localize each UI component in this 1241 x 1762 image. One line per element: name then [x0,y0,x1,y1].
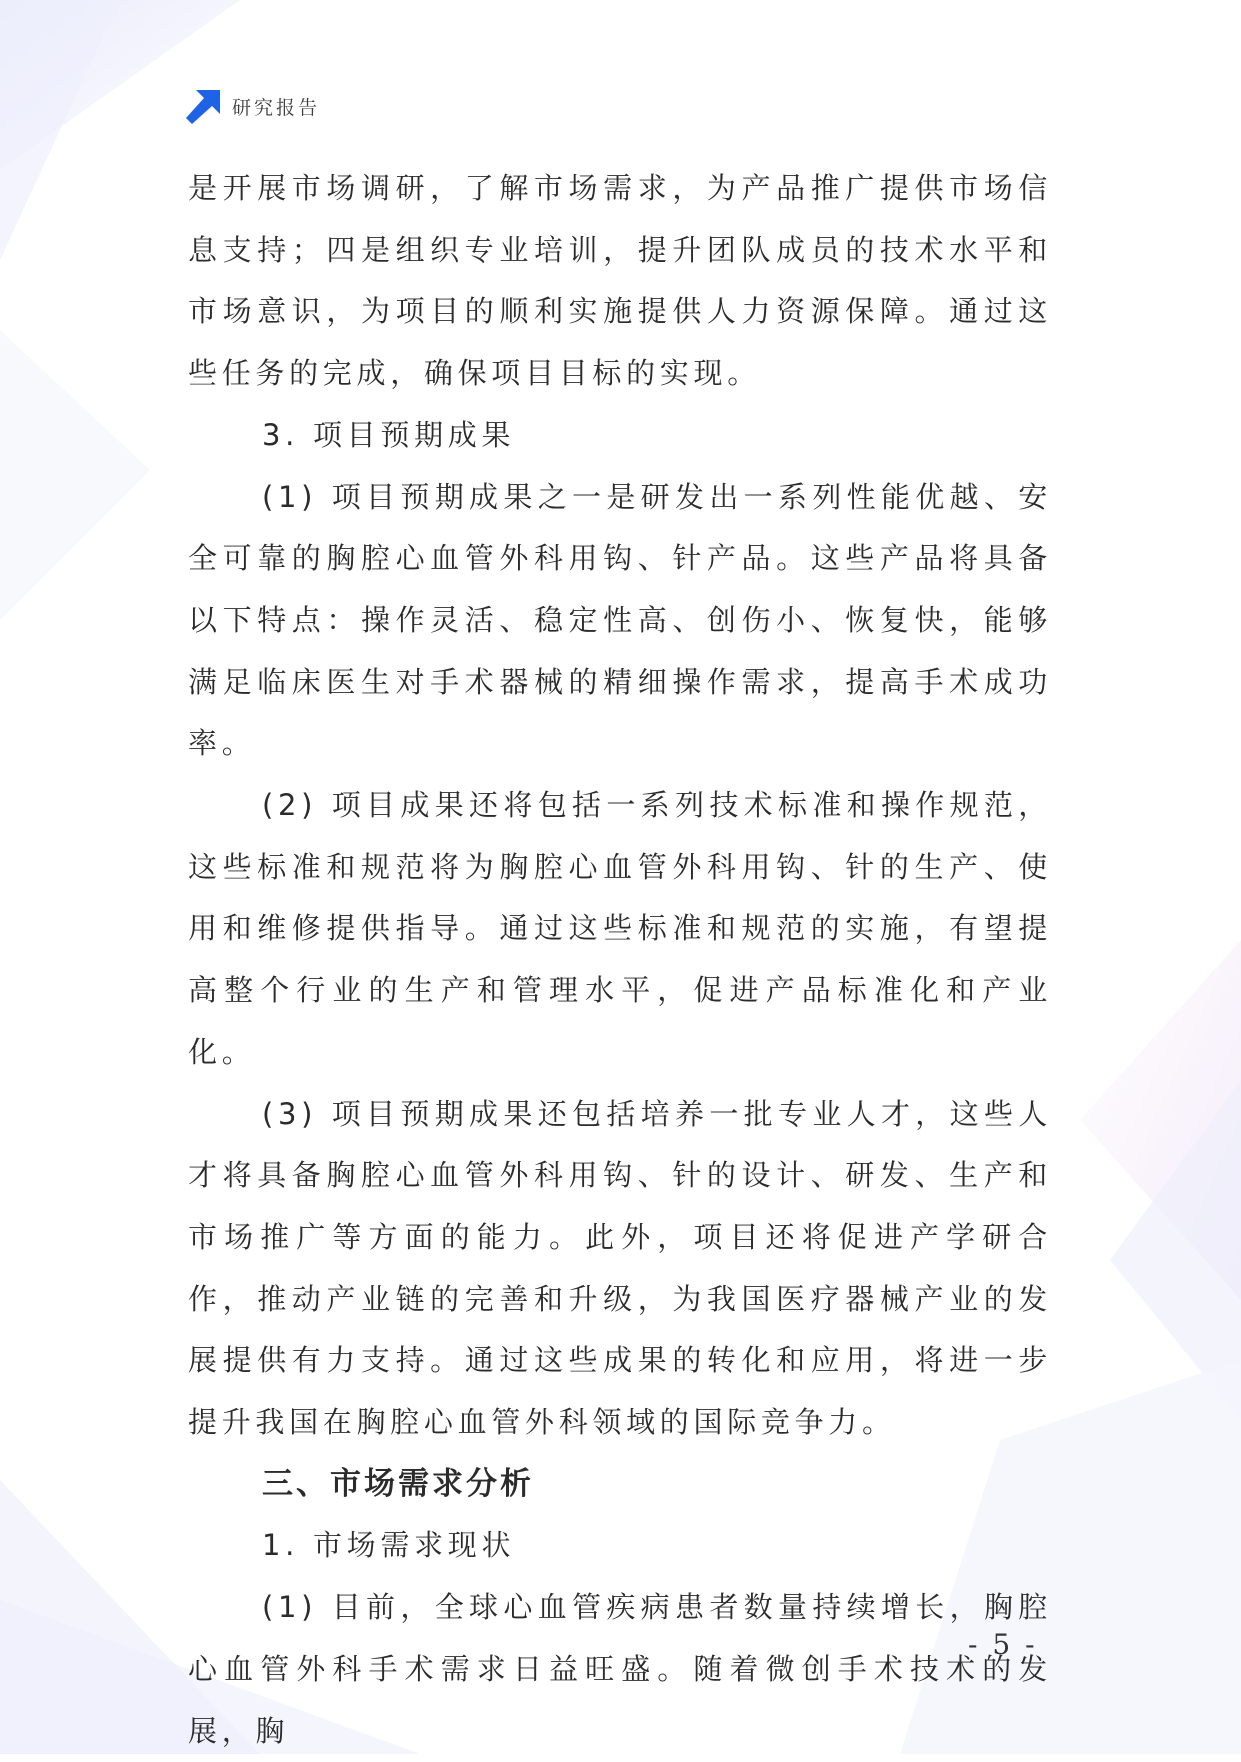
section-heading-3: 3. 项目预期成果 [262,417,516,452]
paragraph-1: (1) 项目预期成果之一是研发出一系列性能优越、安全可靠的胸腔心血管外科用钩、针产品。这些产品将具备以下特点：操作灵活、稳定性高、创伤小、恢复快，能够满足临床医生对手术器械的精细操作需求，提高手术成功率。 [188,479,1052,761]
header-title: 研究报告 [232,96,321,119]
paragraph-4: (1) 目前，全球心血管疾病患者数量持续增长，胸腔心血管外科手术需求日益旺盛。随着微创手术技术的发展，胸 [188,1590,1052,1748]
page-number: - 5 - [968,1628,1038,1661]
paragraph-2: (2) 项目成果还将包括一系列技术标准和操作规范，这些标准和规范将为胸腔心血管外科用钩、针的生产、使用和维修提供指导。通过这些标准和规范的实施，有望提高整个行业的生产和管理水平，促进产品标准化和产业化。 [188,788,1052,1069]
arrow-logo-icon [186,88,222,124]
paragraph-continuation: 是开展市场调研，了解市场需求，为产品推广提供市场信息支持；四是组织专业培训，提升团队成员的技术水平和市场意识，为项目的顺利实施提供人力资源保障。通过这些任务的完成，确保项目目标的实现。 [188,171,1052,391]
page-header [186,88,320,124]
document-body [188,158,1052,1762]
paragraph-3: (3) 项目预期成果还包括培养一批专业人才，这些人才将具备胸腔心血管外科用钩、针的设计、研发、生产和市场推广等方面的能力。此外，项目还将促进产学研合作，推动产业链的完善和升级，为我国医疗器械产业的发展提供有力支持。通过这些成果的转化和应用，将进一步提升我国在胸腔心血管外科领域的国际竞争力。 [188,1096,1052,1440]
section-heading-main: 三、市场需求分析 [262,1465,534,1502]
section-heading-1: 1. 市场需求现状 [262,1528,516,1563]
